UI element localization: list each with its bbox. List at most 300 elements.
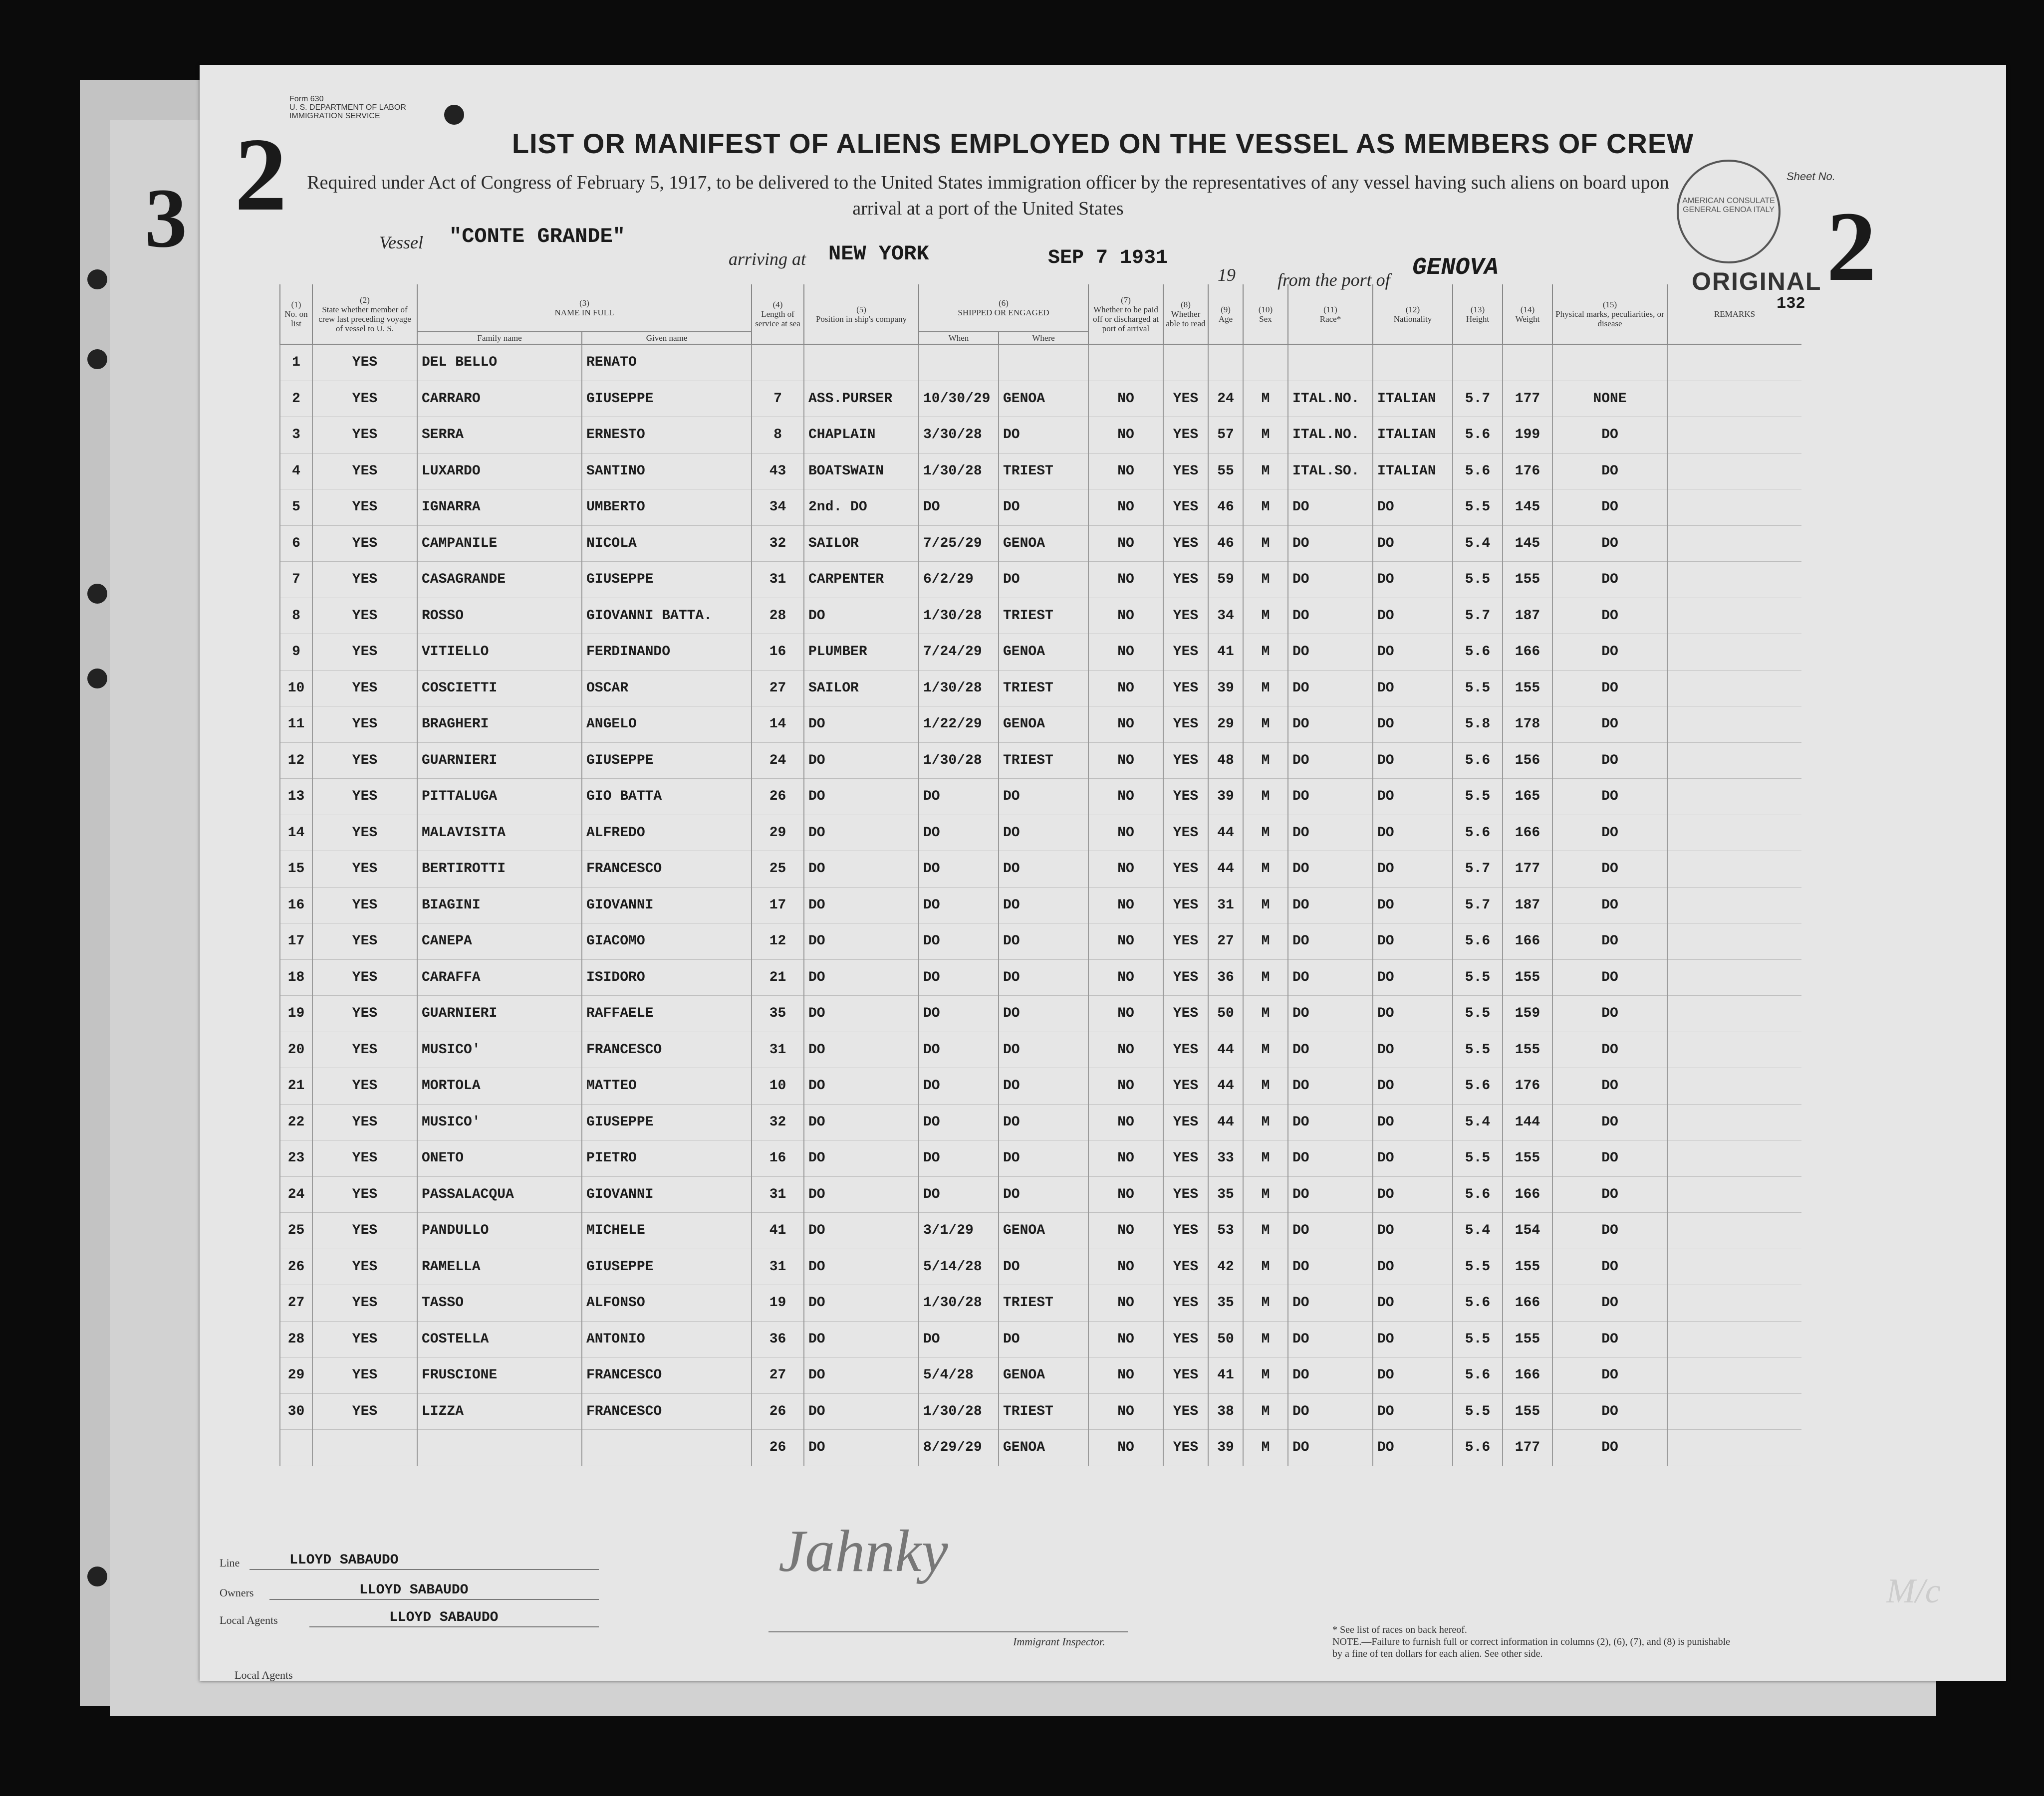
cell-paid-off: NO (1088, 417, 1163, 453)
cell-race: DO (1288, 1104, 1373, 1140)
cell-paid-off: NO (1088, 1357, 1163, 1394)
cell-shipped-where: DO (999, 1321, 1088, 1357)
cell-row-number: 14 (280, 815, 312, 851)
cell-sex: M (1243, 1393, 1288, 1430)
cell-paid-off: NO (1088, 742, 1163, 779)
cell-shipped-when: 7/25/29 (919, 525, 999, 562)
cell-physical-marks: DO (1552, 1213, 1667, 1249)
cell-physical-marks: DO (1552, 1032, 1667, 1068)
cell-given-name: ISIDORO (582, 959, 752, 996)
cell-row-number: 17 (280, 923, 312, 960)
cell-race: DO (1288, 489, 1373, 526)
cell-paid-off: NO (1088, 1068, 1163, 1105)
cell-age: 46 (1208, 489, 1243, 526)
cell-able-to-read: YES (1163, 381, 1208, 417)
table-row (280, 779, 1801, 815)
cell-sex: M (1243, 815, 1288, 851)
cell-paid-off: NO (1088, 489, 1163, 526)
cell-sex: M (1243, 1176, 1288, 1213)
cell-service-length: 43 (752, 453, 804, 489)
cell-sex: M (1243, 923, 1288, 960)
cell-remarks (1667, 1068, 1801, 1105)
cell-remarks (1667, 1321, 1801, 1357)
cell-service-length: 21 (752, 959, 804, 996)
cell-remarks (1667, 634, 1801, 671)
cell-shipped-where: TRIEST (999, 670, 1088, 706)
cell-age: 41 (1208, 634, 1243, 671)
cell-given-name: ANTONIO (582, 1321, 752, 1357)
cell-service-length: 16 (752, 1140, 804, 1177)
cell-position: SAILOR (804, 525, 919, 562)
cell-position: DO (804, 923, 919, 960)
cell-paid-off: NO (1088, 1285, 1163, 1322)
cell-family-name: BERTIROTTI (417, 851, 582, 888)
cell-shipped-when: DO (919, 923, 999, 960)
cell-previous-voyage: YES (312, 1249, 417, 1285)
cell-position: ASS.PURSER (804, 381, 919, 417)
cell-row-number: 22 (280, 1104, 312, 1140)
cell-row-number: 27 (280, 1285, 312, 1322)
cell-shipped-where: DO (999, 1068, 1088, 1105)
cell-shipped-where: TRIEST (999, 1393, 1088, 1430)
cell-family-name: CARAFFA (417, 959, 582, 996)
table-row (280, 996, 1801, 1032)
cell-shipped-where: DO (999, 959, 1088, 996)
cell-race: DO (1288, 706, 1373, 743)
cell-weight: 155 (1503, 1140, 1552, 1177)
table-row (280, 959, 1801, 996)
footnote-races: * See list of races on back hereof. (1332, 1624, 1467, 1635)
cell-nationality: DO (1373, 742, 1453, 779)
cell-nationality: DO (1373, 706, 1453, 743)
cell-nationality: DO (1373, 923, 1453, 960)
table-row (280, 1032, 1801, 1068)
cell-shipped-when: 8/29/29 (919, 1430, 999, 1466)
cell-shipped-where: DO (999, 489, 1088, 526)
cell-given-name: GIUSEPPE (582, 562, 752, 598)
col-previous-voyage-header: (2) State whether member of crew last preceding voyage of vessel to U. S. (312, 284, 417, 344)
cell-remarks (1667, 1249, 1801, 1285)
cell-family-name: MUSICO' (417, 1104, 582, 1140)
cell-height: 5.7 (1453, 598, 1503, 634)
cell-nationality: DO (1373, 1032, 1453, 1068)
cell-family-name: DEL BELLO (417, 344, 582, 381)
cell-row-number: 6 (280, 525, 312, 562)
cell-row-number: 10 (280, 670, 312, 706)
cell-sex: M (1243, 996, 1288, 1032)
cell-race: DO (1288, 670, 1373, 706)
cell-position: DO (804, 598, 919, 634)
cell-position: DO (804, 959, 919, 996)
cell-remarks (1667, 381, 1801, 417)
cell-physical-marks: DO (1552, 706, 1667, 743)
cell-weight: 165 (1503, 779, 1552, 815)
cell-family-name: IGNARRA (417, 489, 582, 526)
original-label: ORIGINAL (1692, 267, 1822, 295)
cell-weight: 177 (1503, 851, 1552, 888)
cell-height: 5.5 (1453, 562, 1503, 598)
cell-shipped-when: DO (919, 1104, 999, 1140)
family-name-header: Family name (417, 332, 582, 344)
cell-shipped-where: DO (999, 1140, 1088, 1177)
given-name-header: Given name (582, 332, 752, 344)
cell-weight: 155 (1503, 1393, 1552, 1430)
cell-race: DO (1288, 851, 1373, 888)
table-row (280, 634, 1801, 671)
cell-age: 36 (1208, 959, 1243, 996)
cell-race: DO (1288, 1285, 1373, 1322)
cell-nationality: DO (1373, 1176, 1453, 1213)
cell-paid-off: NO (1088, 851, 1163, 888)
binder-hole (87, 269, 107, 289)
cell-remarks (1667, 562, 1801, 598)
cell-family-name: CASAGRANDE (417, 562, 582, 598)
cell-position: DO (804, 996, 919, 1032)
cell-age: 44 (1208, 1032, 1243, 1068)
cell-sex: M (1243, 562, 1288, 598)
cell-given-name: RENATO (582, 344, 752, 381)
cell-age: 39 (1208, 1430, 1243, 1466)
cell-remarks (1667, 453, 1801, 489)
cell-able-to-read: YES (1163, 598, 1208, 634)
cell-paid-off: NO (1088, 1393, 1163, 1430)
cell-age: 34 (1208, 598, 1243, 634)
inspector-label: Immigrant Inspector. (1013, 1635, 1105, 1648)
cell-height: 5.5 (1453, 1140, 1503, 1177)
table-row (280, 1393, 1801, 1430)
cell-able-to-read: YES (1163, 851, 1208, 888)
cell-physical-marks: DO (1552, 417, 1667, 453)
cell-weight: 155 (1503, 562, 1552, 598)
cell-previous-voyage: YES (312, 417, 417, 453)
cell-physical-marks: DO (1552, 1393, 1667, 1430)
cell-weight: 154 (1503, 1213, 1552, 1249)
cell-row-number: 30 (280, 1393, 312, 1430)
cell-given-name: GIO BATTA (582, 779, 752, 815)
cell-row-number: 26 (280, 1249, 312, 1285)
cell-paid-off: NO (1088, 779, 1163, 815)
cell-weight: 155 (1503, 959, 1552, 996)
cell-row-number: 8 (280, 598, 312, 634)
cell-family-name: FRUSCIONE (417, 1357, 582, 1394)
cell-shipped-when: DO (919, 489, 999, 526)
cell-sex: M (1243, 851, 1288, 888)
cell-weight: 176 (1503, 453, 1552, 489)
col-sex-header: (10) Sex (1243, 284, 1288, 344)
cell-service-length: 26 (752, 779, 804, 815)
cell-race: DO (1288, 1321, 1373, 1357)
cell-able-to-read: YES (1163, 706, 1208, 743)
cell-family-name: CAMPANILE (417, 525, 582, 562)
cell-row-number: 12 (280, 742, 312, 779)
cell-row-number: 21 (280, 1068, 312, 1105)
cell-nationality: DO (1373, 815, 1453, 851)
table-row (280, 1321, 1801, 1357)
cell-able-to-read: YES (1163, 1213, 1208, 1249)
cell-given-name: ALFONSO (582, 1285, 752, 1322)
cell-height: 5.6 (1453, 815, 1503, 851)
cell-given-name: GIOVANNI (582, 1176, 752, 1213)
cell-row-number: 25 (280, 1213, 312, 1249)
cell-row-number: 1 (280, 344, 312, 381)
col-weight-header: (14) Weight (1503, 284, 1552, 344)
cell-able-to-read: YES (1163, 959, 1208, 996)
stamp-text: AMERICAN CONSULATE GENERAL GENOA ITALY (1682, 197, 1775, 214)
cell-sex: M (1243, 1104, 1288, 1140)
cell-position: DO (804, 851, 919, 888)
cell-race: DO (1288, 1430, 1373, 1466)
cell-age: 44 (1208, 1068, 1243, 1105)
cell-row-number: 19 (280, 996, 312, 1032)
cell-family-name: VITIELLO (417, 634, 582, 671)
cell-remarks (1667, 670, 1801, 706)
cell-nationality: DO (1373, 851, 1453, 888)
cell-previous-voyage: YES (312, 489, 417, 526)
inspector-rule (768, 1631, 1128, 1632)
cell-service-length: 16 (752, 634, 804, 671)
cell-position: DO (804, 1249, 919, 1285)
arrival-date: SEP 7 1931 (1048, 247, 1168, 269)
cell-shipped-where: DO (999, 562, 1088, 598)
cell-shipped-where: GENOA (999, 706, 1088, 743)
cell-previous-voyage: YES (312, 923, 417, 960)
cell-position: DO (804, 706, 919, 743)
cell-shipped-where: DO (999, 815, 1088, 851)
table-row (280, 1140, 1801, 1177)
cell-weight: 145 (1503, 525, 1552, 562)
cell-nationality: DO (1373, 670, 1453, 706)
cell-given-name: FRANCESCO (582, 1393, 752, 1430)
cell-position: DO (804, 742, 919, 779)
cell-sex: M (1243, 1321, 1288, 1357)
cell-given-name: ALFREDO (582, 815, 752, 851)
cell-weight: 187 (1503, 887, 1552, 923)
cell-row-number: 13 (280, 779, 312, 815)
cell-shipped-when: 3/30/28 (919, 417, 999, 453)
cell-remarks (1667, 1430, 1801, 1466)
cell-shipped-when: DO (919, 996, 999, 1032)
cell-able-to-read: YES (1163, 815, 1208, 851)
cell-age: 31 (1208, 887, 1243, 923)
col-paid-off-header: (7) Whether to be paid off or discharged at port of arrival (1088, 284, 1163, 344)
cell-previous-voyage: YES (312, 1393, 417, 1430)
cell-paid-off: NO (1088, 1321, 1163, 1357)
cell-previous-voyage: YES (312, 815, 417, 851)
cell-age: 44 (1208, 851, 1243, 888)
cell-given-name: SANTINO (582, 453, 752, 489)
cell-race: ITAL.NO. (1288, 417, 1373, 453)
cell-able-to-read: YES (1163, 1104, 1208, 1140)
cell-given-name: PIETRO (582, 1140, 752, 1177)
table-row (280, 742, 1801, 779)
table-row (280, 1068, 1801, 1105)
line-label: Line (220, 1557, 240, 1569)
cell-race: DO (1288, 1068, 1373, 1105)
cell-previous-voyage: YES (312, 1213, 417, 1249)
cell-nationality: DO (1373, 959, 1453, 996)
cell-row-number: 9 (280, 634, 312, 671)
cell-age (1208, 344, 1243, 381)
cell-remarks (1667, 598, 1801, 634)
cell-previous-voyage (312, 1430, 417, 1466)
cell-row-number: 2 (280, 381, 312, 417)
cell-given-name: GIUSEPPE (582, 1104, 752, 1140)
cell-physical-marks: DO (1552, 923, 1667, 960)
cell-position: BOATSWAIN (804, 453, 919, 489)
cell-age: 38 (1208, 1393, 1243, 1430)
cell-sex: M (1243, 1249, 1288, 1285)
cell-family-name: PANDULLO (417, 1213, 582, 1249)
cell-position: DO (804, 1140, 919, 1177)
cell-height: 5.6 (1453, 1068, 1503, 1105)
cell-nationality: ITALIAN (1373, 453, 1453, 489)
cell-shipped-when: 1/30/28 (919, 1285, 999, 1322)
cell-service-length: 24 (752, 742, 804, 779)
cell-able-to-read: YES (1163, 417, 1208, 453)
cell-shipped-where: TRIEST (999, 453, 1088, 489)
cell-race: DO (1288, 1032, 1373, 1068)
cell-family-name: ROSSO (417, 598, 582, 634)
col-read-header: (8) Whether able to read (1163, 284, 1208, 344)
cell-physical-marks: DO (1552, 779, 1667, 815)
cell-height: 5.5 (1453, 670, 1503, 706)
cell-age: 35 (1208, 1285, 1243, 1322)
cell-height: 5.5 (1453, 489, 1503, 526)
cell-nationality: DO (1373, 1430, 1453, 1466)
cell-nationality: ITALIAN (1373, 417, 1453, 453)
cell-shipped-where: GENOA (999, 1430, 1088, 1466)
cell-previous-voyage: YES (312, 381, 417, 417)
cell-given-name: ANGELO (582, 706, 752, 743)
cell-height: 5.5 (1453, 1321, 1503, 1357)
cell-row-number: 24 (280, 1176, 312, 1213)
sheet-number-right: 2 (1826, 192, 1876, 302)
cell-shipped-where: DO (999, 1249, 1088, 1285)
cell-able-to-read: YES (1163, 1032, 1208, 1068)
cell-shipped-when: 1/30/28 (919, 453, 999, 489)
cell-shipped-when: 3/1/29 (919, 1213, 999, 1249)
footnote (1332, 1624, 1732, 1660)
cell-position: DO (804, 1213, 919, 1249)
owners-label: Owners (220, 1586, 254, 1599)
cell-able-to-read: YES (1163, 453, 1208, 489)
cell-able-to-read: YES (1163, 923, 1208, 960)
arriving-label: arriving at (729, 249, 806, 269)
cell-physical-marks: DO (1552, 453, 1667, 489)
binder-hole (87, 349, 107, 369)
cell-sex: M (1243, 670, 1288, 706)
shipped-when-header: When (919, 332, 999, 344)
cell-age: 44 (1208, 1104, 1243, 1140)
cell-previous-voyage: YES (312, 706, 417, 743)
cell-shipped-when: 7/24/29 (919, 634, 999, 671)
cell-able-to-read (1163, 344, 1208, 381)
cell-height: 5.6 (1453, 1285, 1503, 1322)
cell-physical-marks: DO (1552, 1140, 1667, 1177)
cell-age: 27 (1208, 923, 1243, 960)
cell-shipped-where: TRIEST (999, 742, 1088, 779)
cell-height: 5.4 (1453, 525, 1503, 562)
cell-shipped-where: TRIEST (999, 598, 1088, 634)
col-no-header: (1) No. on list (280, 284, 312, 344)
cell-shipped-when: 1/22/29 (919, 706, 999, 743)
cell-physical-marks: DO (1552, 1430, 1667, 1466)
cell-position: SAILOR (804, 670, 919, 706)
cell-given-name: GIOVANNI BATTA. (582, 598, 752, 634)
cell-shipped-when: DO (919, 959, 999, 996)
cell-height: 5.4 (1453, 1104, 1503, 1140)
cell-age: 41 (1208, 1357, 1243, 1394)
cell-sex: M (1243, 525, 1288, 562)
cell-service-length: 28 (752, 598, 804, 634)
cell-race: DO (1288, 1140, 1373, 1177)
arriving-port: NEW YORK (828, 242, 929, 266)
cell-nationality (1373, 344, 1453, 381)
cell-remarks (1667, 489, 1801, 526)
owners-rule (269, 1599, 599, 1600)
cell-age: 59 (1208, 562, 1243, 598)
cell-remarks (1667, 923, 1801, 960)
cell-sex: M (1243, 1068, 1288, 1105)
crew-manifest-table (279, 284, 1801, 1466)
cell-given-name: FERDINANDO (582, 634, 752, 671)
cell-able-to-read: YES (1163, 1393, 1208, 1430)
cell-nationality: DO (1373, 887, 1453, 923)
cell-previous-voyage: YES (312, 344, 417, 381)
cell-height: 5.6 (1453, 742, 1503, 779)
cell-service-length: 34 (752, 489, 804, 526)
cell-able-to-read: YES (1163, 1357, 1208, 1394)
cell-physical-marks: DO (1552, 1321, 1667, 1357)
cell-height: 5.6 (1453, 1176, 1503, 1213)
cell-weight: 166 (1503, 1357, 1552, 1394)
cell-previous-voyage: YES (312, 1321, 417, 1357)
cell-shipped-where: GENOA (999, 525, 1088, 562)
cell-physical-marks: DO (1552, 1249, 1667, 1285)
cell-paid-off: NO (1088, 562, 1163, 598)
cell-able-to-read: YES (1163, 1285, 1208, 1322)
cell-able-to-read: YES (1163, 489, 1208, 526)
cell-previous-voyage: YES (312, 598, 417, 634)
cell-paid-off: NO (1088, 959, 1163, 996)
cell-service-length: 27 (752, 670, 804, 706)
cell-family-name: LUXARDO (417, 453, 582, 489)
cell-remarks (1667, 1104, 1801, 1140)
cell-paid-off: NO (1088, 381, 1163, 417)
cell-family-name: COSCIETTI (417, 670, 582, 706)
cell-weight: 159 (1503, 996, 1552, 1032)
cell-position: DO (804, 815, 919, 851)
cell-remarks (1667, 742, 1801, 779)
cell-race: DO (1288, 598, 1373, 634)
cell-paid-off: NO (1088, 525, 1163, 562)
cell-height: 5.7 (1453, 381, 1503, 417)
cell-paid-off: NO (1088, 887, 1163, 923)
cell-shipped-where: DO (999, 779, 1088, 815)
cell-family-name: MUSICO' (417, 1032, 582, 1068)
cell-weight: 187 (1503, 598, 1552, 634)
cell-sex: M (1243, 706, 1288, 743)
cell-shipped-when: DO (919, 887, 999, 923)
col-name-header: (3) NAME IN FULL (417, 284, 752, 332)
cell-shipped-when: DO (919, 815, 999, 851)
cell-shipped-where: DO (999, 996, 1088, 1032)
cell-height: 5.5 (1453, 959, 1503, 996)
cell-row-number: 23 (280, 1140, 312, 1177)
cell-age: 35 (1208, 1176, 1243, 1213)
cell-physical-marks: DO (1552, 1285, 1667, 1322)
cell-service-length: 31 (752, 562, 804, 598)
